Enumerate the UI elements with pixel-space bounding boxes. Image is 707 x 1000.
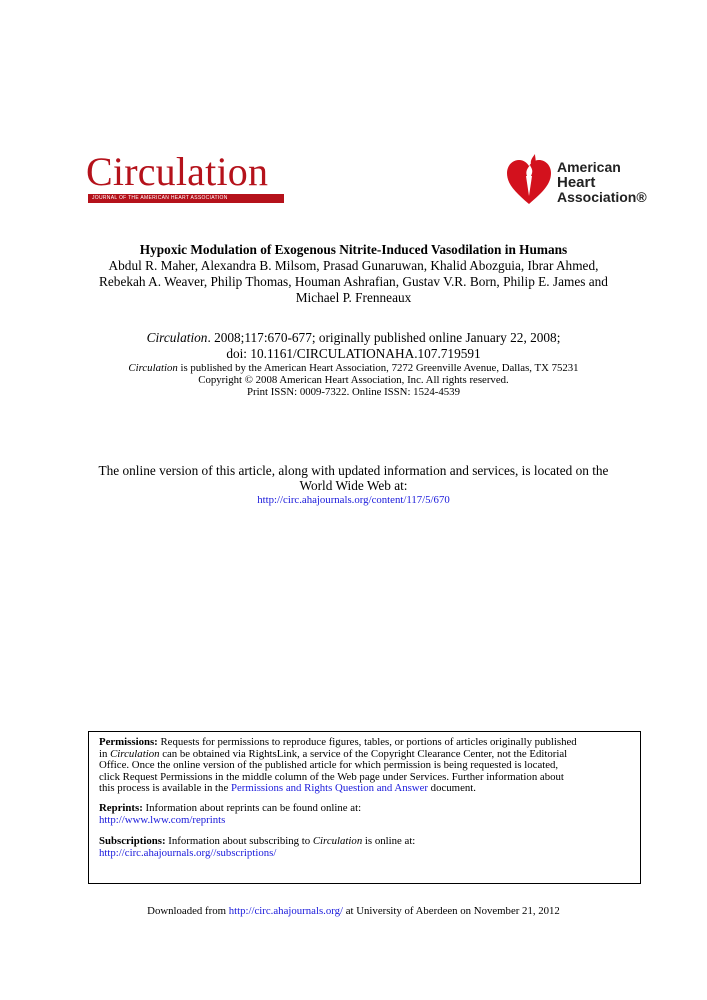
article-title: Hypoxic Modulation of Exogenous Nitrite-Induced Vasodilation in Humans <box>139 242 568 257</box>
download-footer <box>60 905 647 917</box>
permissions-box <box>88 731 641 884</box>
circulation-logo-wordmark: Circulation <box>86 149 269 194</box>
permissions-text-2-pre: in <box>99 747 111 760</box>
permissions-text-2-post: can be obtained via RightsLink, a service of the Copyright Clearance Center, not the Editorial <box>159 747 568 760</box>
article-authors <box>60 258 647 306</box>
subscriptions-journal: Circulation <box>312 835 363 848</box>
publisher-text: is published by the American Heart Association, 7272 Greenville Avenue, Dallas, TX 75231 <box>177 362 579 374</box>
permissions-journal: Circulation <box>110 747 160 760</box>
aha-logo-line2: Heart <box>557 174 596 191</box>
online-version-notice <box>60 463 647 493</box>
reprints-block <box>99 803 630 826</box>
circulation-logo-tagline: JOURNAL OF THE AMERICAN HEART ASSOCIATION <box>88 194 284 203</box>
aha-logo-line1: American <box>557 159 621 175</box>
permissions-label: Permissions: <box>99 736 158 748</box>
subscriptions-label: Subscriptions: <box>99 835 166 848</box>
permissions-text-5-post: document. <box>427 782 476 795</box>
permissions-qa-link[interactable]: Permissions and Rights Question and Answer <box>230 782 428 795</box>
online-version-link[interactable]: http://circ.ahajournals.org/content/117/5/670 <box>257 494 450 506</box>
subscriptions-text-post: is online at: <box>362 835 416 848</box>
online-version-line-2: World Wide Web at: <box>299 478 408 493</box>
citation-details: . 2008;117:670-677; originally published online January 22, 2008; <box>207 330 561 345</box>
subscriptions-link[interactable]: http://circ.ahajournals.org//subscriptions/ <box>99 846 277 859</box>
publisher-line <box>60 362 647 374</box>
aha-logo-line3: Association® <box>557 189 647 205</box>
aha-logo <box>505 150 655 210</box>
authors-line-3: Michael P. Frenneaux <box>295 290 412 305</box>
publisher-journal: Circulation <box>128 362 178 374</box>
publisher-block <box>60 362 647 398</box>
copyright-line: Copyright © 2008 American Heart Association, Inc. All rights reserved. <box>198 374 509 386</box>
permissions-text-3: Office. Once the online version of the published article for which permission is being requested is located, <box>99 759 559 772</box>
aha-logo-text <box>557 160 647 205</box>
authors-line-2: Rebekah A. Weaver, Philip Thomas, Houman Ashrafian, Gustav V.R. Born, Philip E. James and <box>99 274 608 289</box>
reprints-link[interactable]: http://www.lww.com/reprints <box>99 813 226 826</box>
circulation-logo <box>86 150 286 206</box>
citation-line <box>60 330 647 346</box>
issn-line: Print ISSN: 0009-7322. Online ISSN: 1524-4539 <box>247 386 460 398</box>
subscriptions-text-pre: Information about subscribing to <box>165 835 313 848</box>
heart-torch-icon <box>505 152 553 208</box>
permissions-block <box>99 737 630 795</box>
citation-doi: doi: 10.1161/CIRCULATIONAHA.107.719591 <box>226 345 481 361</box>
footer-post: at University of Aberdeen on November 21, 2012 <box>343 905 560 917</box>
online-version-url-wrap <box>60 494 647 506</box>
citation-journal: Circulation <box>146 330 208 345</box>
reprints-text: Information about reprints can be found online at: <box>142 801 362 814</box>
footer-link[interactable]: http://circ.ahajournals.org/ <box>228 905 344 917</box>
permissions-text-1: Requests for permissions to reproduce figures, tables, or portions of articles originally published <box>157 736 577 748</box>
authors-line-1: Abdul R. Maher, Alexandra B. Milsom, Prasad Gunaruwan, Khalid Abozguia, Ibrar Ahmed, <box>108 258 599 273</box>
online-version-line-1: The online version of this article, along with updated information and services, is located on the <box>98 463 609 478</box>
subscriptions-block <box>99 836 630 859</box>
citation-block <box>60 330 647 361</box>
reprints-label: Reprints: <box>99 801 143 814</box>
permissions-text-4: click Request Permissions in the middle column of the Web page under Services. Further information about <box>99 770 564 783</box>
footer-pre: Downloaded from <box>147 905 229 917</box>
permissions-text-5-pre: this process is available in the <box>99 782 231 795</box>
